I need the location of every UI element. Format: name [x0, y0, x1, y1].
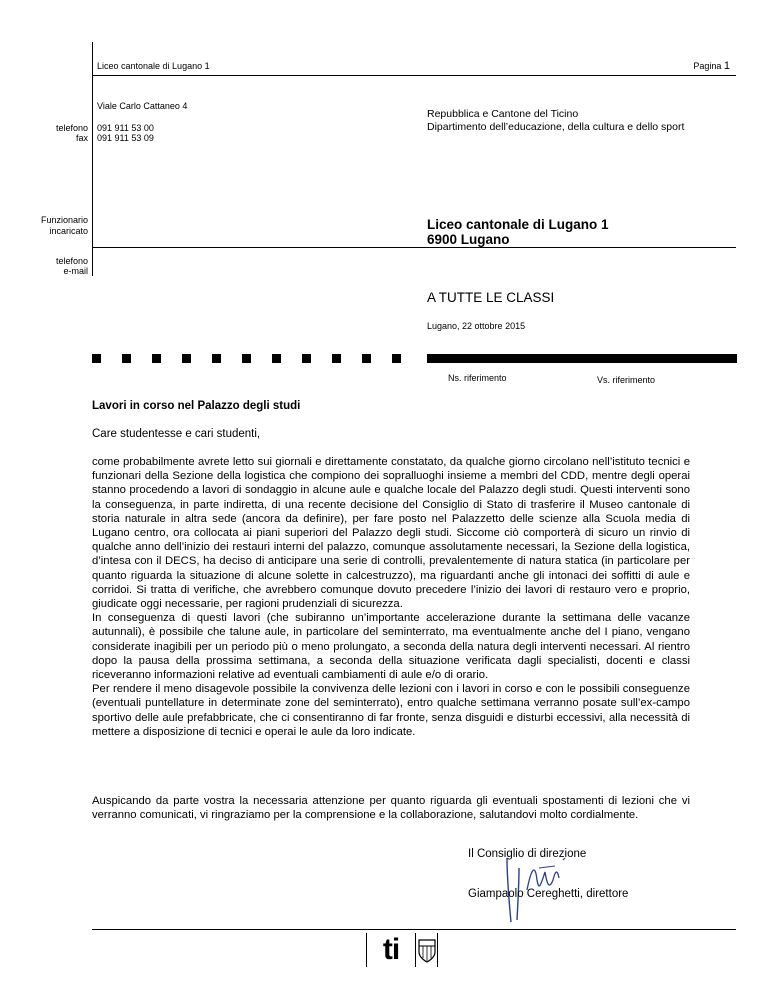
fax-number: 091 911 53 09 [97, 133, 154, 143]
our-reference: Ns. riferimento [448, 373, 507, 383]
recipient-rule [92, 247, 736, 248]
body-paragraph-3: Per rendere il meno disagevole possibile la convivenza delle lezioni con i lavori in corso e con le possibili conseguenze (eventuali puntellature in determinate zone del seminterrato), entro qualche settimana verranno posate sull’ex-campo sportivo delle aule prefabbricate, che ci consentiranno di far fronte, senza disguidi e disturbi eccessivi, alla necessità di mettere a disposizione di tecnici e operai le aule da loro indicate. [92, 683, 690, 738]
page-indicator [693, 60, 730, 72]
divider-square [242, 354, 251, 363]
signature-body: Il Consiglio di direzione [468, 848, 587, 860]
divider-square [152, 354, 161, 363]
official-label-1: Funzionario [40, 215, 88, 225]
page-number: 1 [723, 60, 730, 72]
recipient-to: A TUTTE LE CLASSI [427, 290, 555, 305]
divider-square [392, 354, 401, 363]
body-paragraph-1: come probabilmente avrete letto sui giornali e direttamente constatato, da qualche giorno circolano nell’istituto tecnici e funzionari della Sezione della logistica che compiono dei sopralluoghi insieme a membri del CDD, mentre degli operai stanno procedendo a lavori di sondaggio in alcune aule e qualche locale del Palazzo degli studi. Questi interventi sono la conseguenza, in parte indiretta, di una recente decisione del Consiglio di Stato di trasferire il Museo cantonale di storia naturale in altra sede (ancora da definire), per fare posto nel Palazzetto delle scienze alla Scuola media di Lugano centro, ora collocata ai piani superiori del Palazzo degli studi. Siccome ciò comporterà di sicuro un rinvio di qualche anno dell’inizio dei restauri interni del palazzo, comunque assolutamente necessari, la Sezione della logistica, d’intesa con il DECS, ha deciso di anticipare una serie di controlli, prevalentemente di natura statica (in particolare per quanto riguarda la situazione di alcune solette in calcestruzzo), ma riguardanti anche gli intonaci dei soffitti di aule e corridoi. Si tratta di verifiche, che avrebbero comunque dovuto precedere l’inizio dei lavori di restauro vero e proprio, giudicate oggi necessarie, per ragioni prudenziali di sicurezza. [92, 456, 690, 611]
page-label: Pagina [693, 61, 722, 71]
letter-body [92, 455, 690, 739]
letter-salutation: Care studentesse e cari studenti, [92, 428, 261, 440]
body-paragraph-2: In conseguenza di questi lavori (che subiranno un’importante accelerazione durante la settimana delle vacanze autunnali), è possibile che talune aule, in particolare del seminterrato, ma eventualmente anche del I piano, vengano considerate inagibili per un periodo più o meno prolungato, a seconda della natura degli interventi necessari. Al rientro dopo la pausa della prossima settimana, a seconda della situazione verificata dagli specialisti, docenti e classi riceveranno informazioni relative ad eventuali cambiamenti di aule e/o di orario. [92, 612, 690, 682]
official-label-2: incaricato [49, 226, 88, 236]
letter-subject: Lavori in corso nel Palazzo degli studi [92, 400, 301, 412]
phone-label: telefono [55, 123, 88, 133]
authority-line-2: Dipartimento dell’educazione, della cultura e dello sport [427, 121, 685, 133]
recipient-name: Liceo cantonale di Lugano 1 [427, 217, 609, 232]
recipient-city: 6900 Lugano [427, 232, 510, 247]
signatory-name: Giampaolo Cereghetti, direttore [468, 888, 629, 900]
footer-rule-right [437, 933, 438, 967]
header-school: Liceo cantonale di Lugano 1 [97, 61, 210, 71]
divider-square [122, 354, 131, 363]
authority-line-1: Repubblica e Cantone del Ticino [427, 108, 579, 120]
divider-square [272, 354, 281, 363]
logo-text: ti [382, 933, 400, 966]
phone2-label: telefono [55, 256, 88, 266]
divider-bar [427, 354, 737, 363]
letter-date: Lugano, 22 ottobre 2015 [427, 321, 526, 331]
footer-rule [92, 929, 736, 930]
divider-square [182, 354, 191, 363]
phone-number: 091 911 53 00 [97, 123, 154, 133]
fax-label: fax [75, 133, 88, 143]
sender-address: Viale Carlo Cattaneo 4 [97, 101, 188, 111]
ticino-logo [366, 933, 416, 967]
divider-square [212, 354, 221, 363]
divider-square [362, 354, 371, 363]
ticino-shield-icon [418, 939, 436, 963]
divider-square [332, 354, 341, 363]
divider-square [92, 354, 101, 363]
closing-paragraph: Auspicando da parte vostra la necessaria attenzione per quanto riguarda gli eventuali spostamenti di lezioni che vi verranno comunicati, vi ringraziamo per la comprensione e la collaborazione, salutandovi molto cordialmente. [92, 795, 690, 822]
email-label: e-mail [63, 266, 88, 276]
left-rule-top [92, 42, 93, 276]
letter-closing [92, 794, 690, 822]
your-reference: Vs. riferimento [597, 375, 656, 385]
divider-square [302, 354, 311, 363]
header-rule [92, 75, 736, 76]
